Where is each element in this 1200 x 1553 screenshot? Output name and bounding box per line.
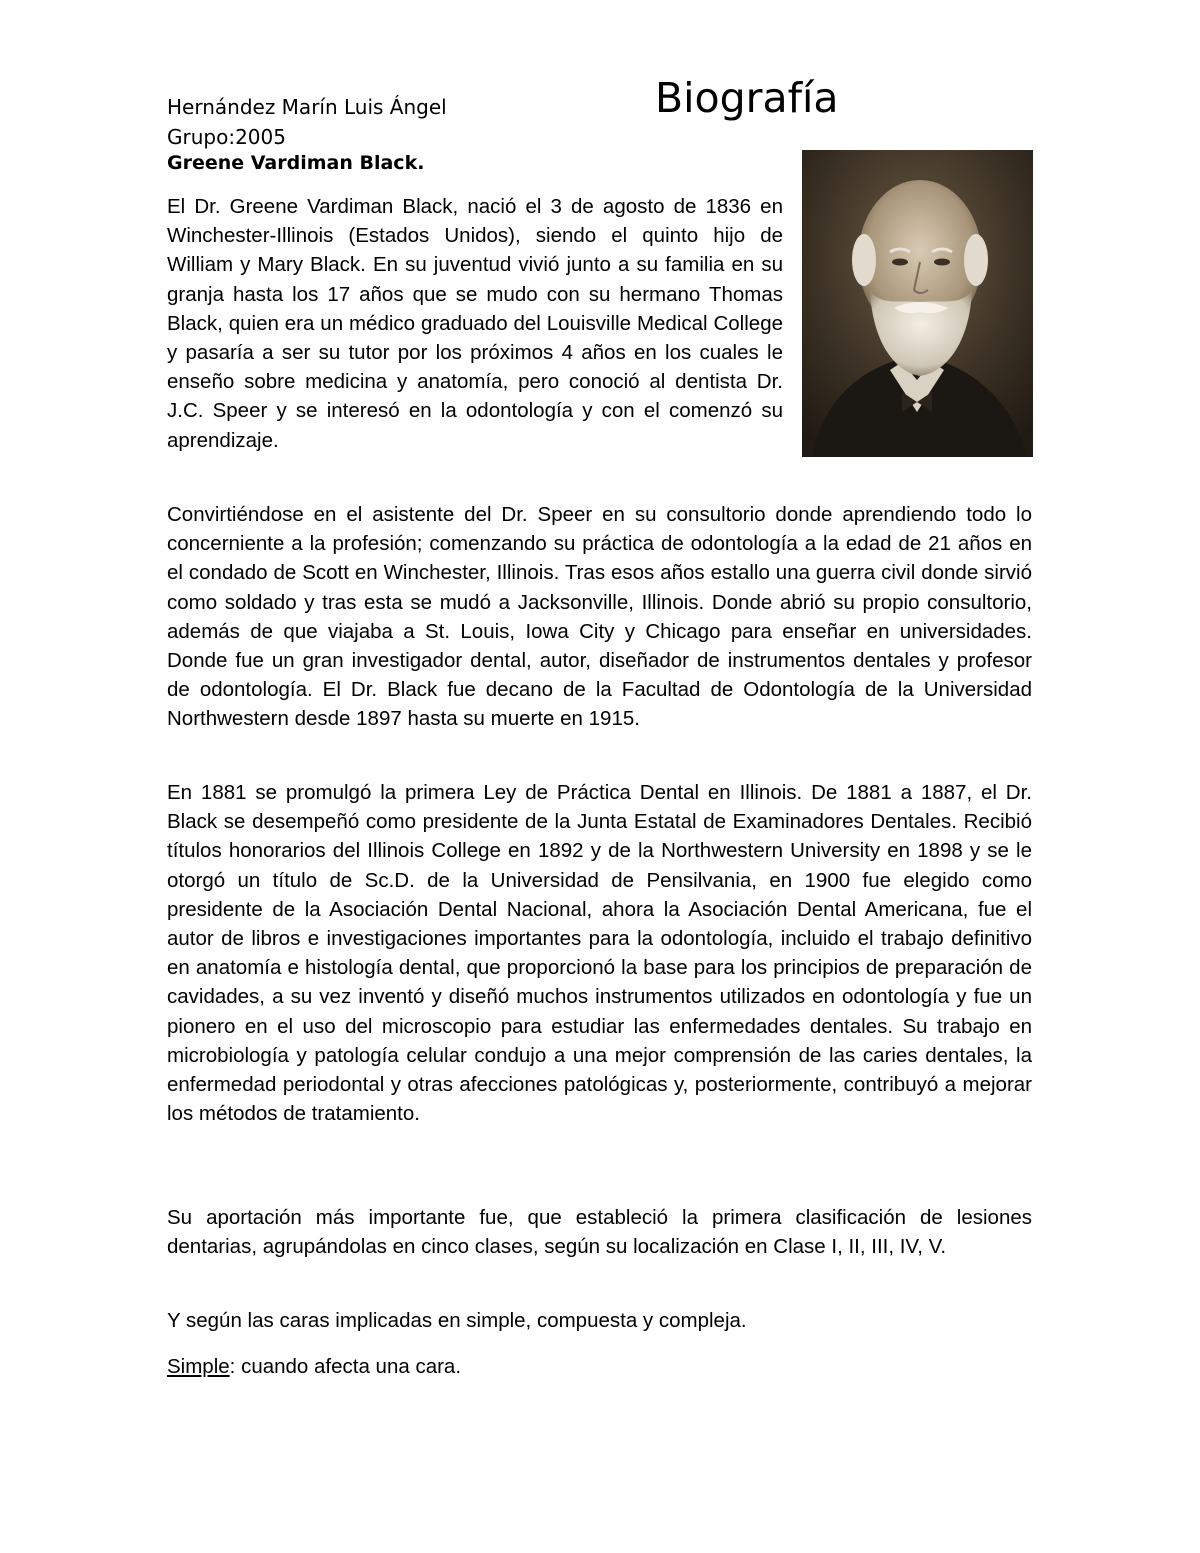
paragraph-1: El Dr. Greene Vardiman Black, nació el 3 de agosto de 1836 en Winchester-Illinois (Estados Unidos), siendo el quinto hijo de William y Mary Black. En su juventud vivió junto a su familia en su granja hasta los 17 años que se mudo con su hermano Thomas Black, quien era un médico graduado del Louisville Medical College y pasaría a ser su tutor por los próximos 4 años en los cuales le enseño sobre medicina y anatomía, pero conoció al dentista Dr. J.C. Speer y se interesó en la odontología y con el comenzó su aprendizaje. (167, 195, 783, 452)
simple-definition: : cuando afecta una cara. (229, 1355, 462, 1378)
portrait-illustration (802, 150, 1033, 457)
simple-term: Simple (167, 1355, 230, 1378)
portrait-photo-icon (802, 150, 1033, 457)
paragraph-5: Y según las caras implicadas en simple, compuesta y compleja. (167, 1309, 747, 1332)
paragraph-6 (167, 1352, 1032, 1381)
paragraph-3: En 1881 se promulgó la primera Ley de Práctica Dental en Illinois. De 1881 a 1887, el Dr. Black se desempeñó como presidente de la Junta Estatal de Examinadores Dentales. Recibió títulos honorarios del Illinois College en 1892 y de la Northwestern University en 1898 y se le otorgó un título de Sc.D. de la Universidad de Pensilvania, en 1900 fue elegido como presidente de la Asociación Dental Nacional, ahora la Asociación Dental Americana, fue el autor de libros e investigaciones importantes para la odontología, incluido el trabajo definitivo en anatomía e histología dental, que proporcionó la base para los principios de preparación de cavidades, a su vez inventó y diseñó muchos instrumentos utilizados en odontología y fue un pionero en el uso del microscopio para estudiar las enfermedades dentales. Su trabajo en microbiología y patología celular condujo a una mejor comprensión de las caries dentales, la enfermedad periodontal y otras afecciones patológicas y, posteriormente, contribuyó a mejorar los métodos de tratamiento. (167, 781, 1032, 1126)
paragraph-4: Su aportación más importante fue, que estableció la primera clasificación de lesiones dentarias, agrupándolas en cinco clases, según su localización en Clase I, II, III, IV, V. (167, 1206, 1032, 1259)
page-title: Biografía (655, 74, 839, 122)
paragraph-2: Convirtiéndose en el asistente del Dr. Speer en su consultorio donde aprendiendo todo lo concerniente a la profesión; comenzando su práctica de odontología a la edad de 21 años en el condado de Scott en Winchester, Illinois. Tras esos años estallo una guerra civil donde sirvió como soldado y tras esta se mudó a Jacksonville, Illinois. Donde abrió su propio consultorio, además de que viajaba a St. Louis, Iowa City y Chicago para enseñar en universidades. Donde fue un gran investigador dental, autor, diseñador de instrumentos dentales y profesor de odontología. El Dr. Black fue decano de la Facultad de Odontología de la Universidad Northwestern desde 1897 hasta su muerte en 1915. (167, 503, 1032, 731)
author-name: Hernández Marín Luis Ángel (167, 95, 447, 119)
subject-name: Greene Vardiman Black. (167, 152, 425, 174)
group-number: Grupo:2005 (167, 125, 286, 149)
